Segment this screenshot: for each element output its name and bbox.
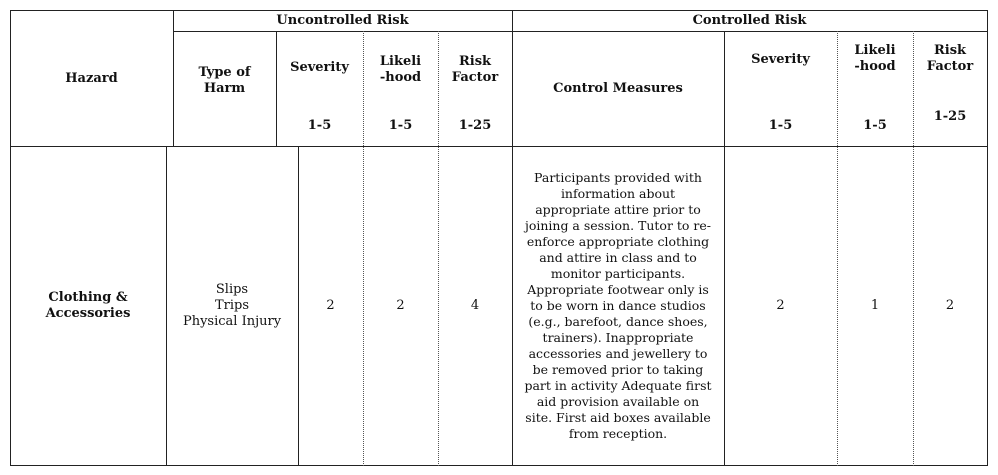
header-severity: Severity (290, 60, 349, 75)
row-risk-factor: 4 (470, 298, 480, 313)
header-likelihood: Likeli -hood (379, 54, 422, 85)
header-type-of-harm: Type of Harm (198, 65, 251, 96)
header-risk-factor: Risk Factor (451, 54, 499, 85)
scale-likelihood: 1-5 (388, 118, 413, 133)
scale-severity-controlled: 1-5 (768, 118, 793, 133)
header-control-measures: Control Measures (553, 81, 683, 96)
header-likelihood-controlled: Likeli -hood (854, 43, 896, 74)
row-hazard: Clothing & Accessories (45, 290, 131, 321)
scale-risk-factor: 1-25 (458, 118, 492, 133)
scale-severity: 1-5 (307, 118, 332, 133)
header-severity-controlled: Severity (751, 52, 810, 67)
scale-risk-factor-controlled: 1-25 (933, 109, 967, 124)
header-hazard: Hazard (65, 70, 118, 86)
row-severity-controlled: 2 (776, 298, 785, 313)
scale-likelihood-controlled: 1-5 (863, 118, 887, 133)
row-risk-factor-controlled: 2 (945, 298, 955, 313)
row-type-of-harm: Slips Trips Physical Injury (182, 282, 282, 329)
row-severity: 2 (326, 298, 335, 313)
row-control-measures: Participants provided with information about appropriate attire prior to joining a session. Tutor to re-enforce appropriate clothing and attire in class and to monitor participants. Appropriate footwear only is to be worn in dance studios (e.g., barefoot, dance shoes, trainers). Inappropriate accessories and jewellery to be removed prior to taking part in activity Adequate first aid provision available on site. First aid boxes available from reception. (524, 170, 712, 441)
header-uncontrolled-risk: Uncontrolled Risk (276, 12, 409, 28)
header-controlled-risk: Controlled Risk (692, 12, 807, 28)
row-likelihood-controlled: 1 (870, 298, 880, 313)
header-risk-factor-controlled: Risk Factor (926, 43, 974, 74)
row-likelihood: 2 (396, 298, 405, 313)
